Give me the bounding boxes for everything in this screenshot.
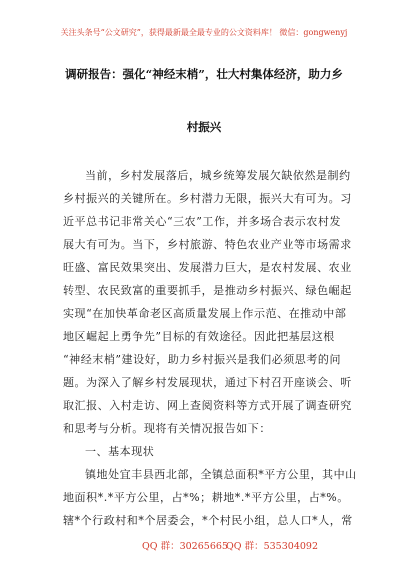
paragraph-line: 转型、农民致富的重要抓手，是推动乡村振兴、绿色崛起 (63, 284, 352, 297)
paragraph-line: 当前，乡村发展落后，城乡统筹发展欠缺依然是制约 (85, 169, 351, 182)
paragraph-line: 镇地处宜丰县西北部，全镇总面积*平方公里，其中山 (85, 468, 357, 481)
paragraph-line: 地区崛起上勇争先”目标的有效途径。因此把基层这根 (63, 330, 335, 343)
header-banner: 关注头条号“公文研究”，获得最新最全最专业的公文资料库！ 微信：gongwenyj (60, 28, 348, 37)
paragraph-line: 乡村振兴的关键所在。乡村潜力无限，振兴大有可为。习 (63, 192, 352, 205)
paragraph-line: 题。为深入了解乡村发展现状，通过下村召开座谈会、听 (63, 376, 352, 389)
document-title-line-2: 村振兴 (186, 120, 222, 134)
footer-qq-group-right: QQ 群：535304092 (226, 541, 318, 552)
section-heading: 一、基本现状 (85, 445, 155, 458)
footer-qq-group-left: QQ 群：30265665 (142, 541, 228, 552)
footer (0, 538, 408, 554)
paragraph-line: 近平总书记非常关心“三农”工作，并多场合表示农村发 (63, 215, 341, 228)
paragraph-line: 地面积*.*平方公里，占*%；耕地*.*平方公里，占*%。 (63, 491, 349, 504)
paragraph-line: 辖*个行政村和*个居委会，*个村民小组，总人口*人，常 (63, 514, 353, 527)
paragraph-line: 取汇报、入村走访、网上查阅资料等方式开展了调查研究 (63, 399, 352, 412)
paragraph-line: “神经末梢”建设好，助力乡村振兴是我们必须思考的问 (63, 353, 341, 366)
paragraph-line: 旺盛、富民效果突出、发展潜力巨大，是农村发展、农业 (63, 261, 352, 274)
paragraph-line: 和思考与分析。现将有关情况报告如下： (63, 422, 271, 435)
paragraph-line: 实现“在加快革命老区高质量发展上作示范、在推动中部 (63, 307, 347, 320)
document-title-line-1: 调研报告：强化“神经末梢”，壮大村集体经济，助力乡 (65, 67, 343, 81)
paragraph-line: 展大有可为。当下，乡村旅游、特色农业产业等市场需求 (63, 238, 352, 251)
